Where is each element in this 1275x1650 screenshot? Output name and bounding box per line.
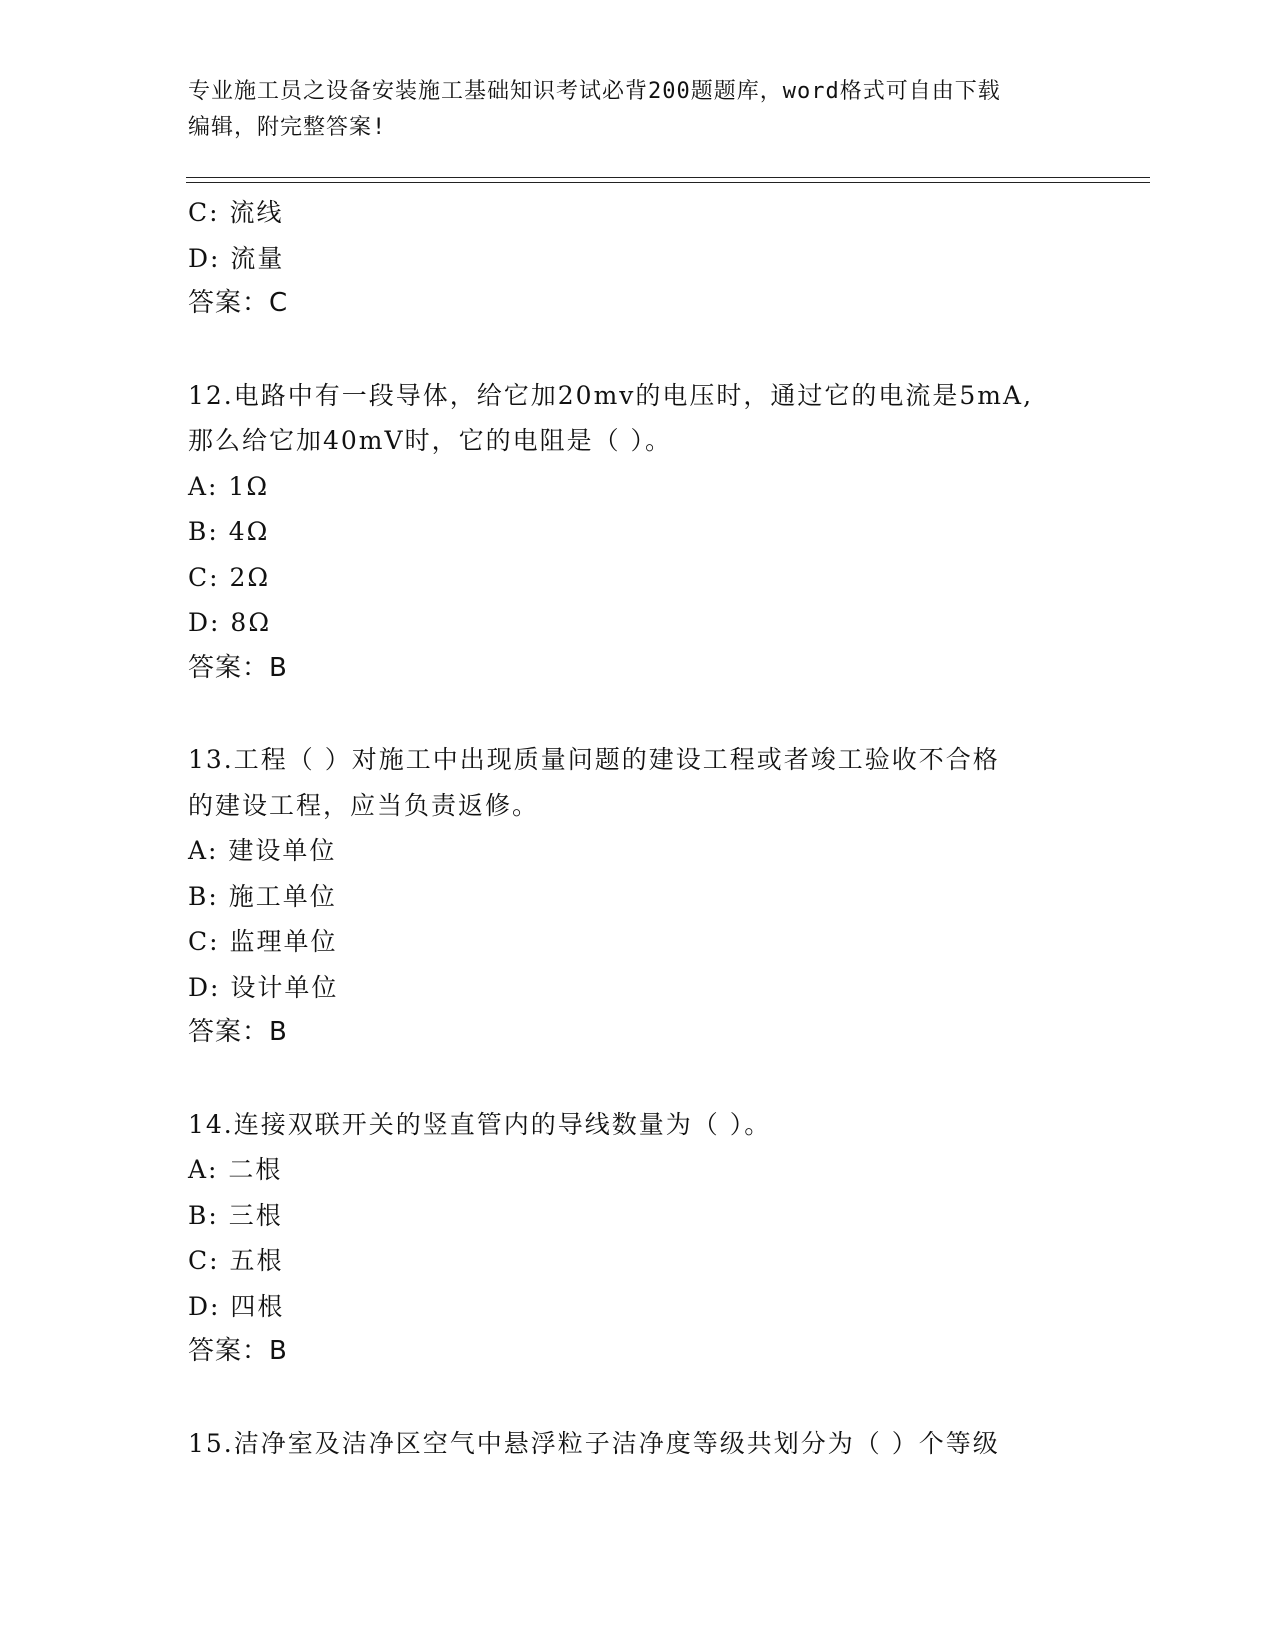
- question-stem: 那么给它加40mV时，它的电阻是（ ）。: [188, 426, 673, 455]
- question-13: [188, 737, 1088, 1056]
- spacer: [188, 1056, 1088, 1102]
- question-14: [188, 1102, 1088, 1375]
- option-c: C: 2Ω: [188, 562, 271, 592]
- spacer: [188, 327, 1088, 373]
- header-divider-bottom: [186, 182, 1150, 183]
- answer: 答案：B: [188, 652, 288, 683]
- question-15: [188, 1421, 1088, 1467]
- answer: 答案：B: [188, 1336, 288, 1366]
- option-d: D: 8Ω: [188, 608, 272, 637]
- question-stem: 14.连接双联开关的竖直管内的导线数量为（ ）。: [188, 1109, 772, 1139]
- answer: 答案：B: [188, 1017, 288, 1047]
- option-b: B: 4Ω: [188, 517, 270, 546]
- header-title-line-1: 专业施工员之设备安装施工基础知识考试必背200题题库，word格式可自由下载: [188, 79, 1001, 104]
- option-c: C: 五根: [188, 1246, 284, 1275]
- spacer: [188, 1375, 1088, 1421]
- question-stem: 13.工程（ ）对施工中出现质量问题的建设工程或者竣工验收不合格: [188, 745, 1000, 774]
- answer: 答案：C: [188, 288, 289, 318]
- question-11: [188, 190, 1088, 327]
- spacer: [188, 691, 1088, 737]
- option-a: A: 1Ω: [188, 471, 270, 501]
- question-stem: 12.电路中有一段导体，给它加20mv的电压时，通过它的电流是5mA,: [188, 380, 1034, 410]
- option-d: D: 四根: [188, 1291, 285, 1321]
- header-title-line-2: 编辑，附完整答案!: [188, 115, 387, 140]
- option-d: D: 设计单位: [188, 972, 339, 1002]
- header-divider-top: [186, 177, 1150, 178]
- option-c: C: 监理单位: [188, 927, 338, 956]
- option-b: B: 施工单位: [188, 881, 337, 911]
- question-12: [188, 373, 1088, 692]
- question-list: [188, 190, 1088, 1466]
- question-stem: 15.洁净室及洁净区空气中悬浮粒子洁净度等级共划分为（ ）个等级: [188, 1428, 1000, 1458]
- option-a: A: 二根: [188, 1155, 283, 1184]
- document-header: [188, 74, 1068, 146]
- option-a: A: 建设单位: [188, 836, 337, 865]
- question-stem: 的建设工程，应当负责返修。: [188, 790, 540, 820]
- option-b: B: 三根: [188, 1200, 283, 1230]
- option-d: D: 流量: [188, 243, 285, 273]
- option-c: C: 流线: [188, 198, 284, 227]
